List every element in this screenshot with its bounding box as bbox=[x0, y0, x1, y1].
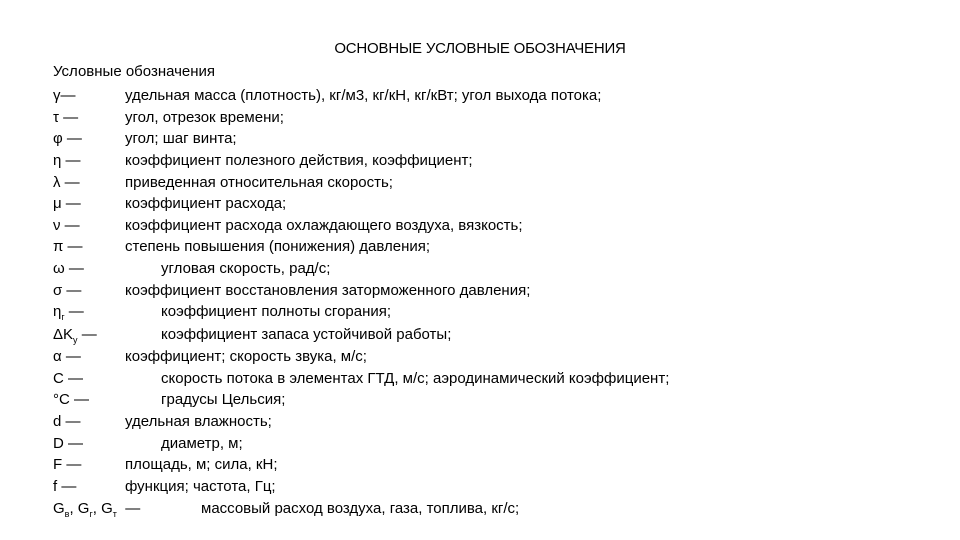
notation-definition: массовый расход воздуха, газа, топлива, кг/с; bbox=[201, 499, 520, 517]
notation-symbol bbox=[53, 301, 84, 323]
symbol-base: G bbox=[53, 499, 65, 517]
notation-symbol: °С — bbox=[53, 391, 89, 409]
notation-definition: коэффициент полезного действия, коэффициент; bbox=[125, 151, 473, 169]
notation-row bbox=[53, 323, 933, 346]
notation-row bbox=[53, 128, 933, 150]
notation-row bbox=[53, 193, 933, 215]
notation-symbol: π — bbox=[53, 238, 83, 256]
notation-definition: коэффициент запаса устойчивой работы; bbox=[161, 326, 452, 344]
symbol-base: ΔK bbox=[53, 326, 74, 344]
notation-definition: угловая скорость, рад/с; bbox=[161, 260, 331, 278]
notation-symbol: α — bbox=[53, 348, 81, 366]
notation-symbol: ν — bbox=[53, 216, 80, 234]
notation-symbol: d — bbox=[53, 412, 81, 430]
symbol-subscript: у bbox=[73, 335, 78, 346]
notation-definition: удельная влажность; bbox=[125, 412, 272, 430]
notation-row bbox=[53, 411, 933, 433]
notation-row bbox=[53, 389, 933, 411]
notation-symbol: γ— bbox=[53, 87, 76, 104]
notation-row bbox=[53, 215, 933, 237]
symbol-subscript: в bbox=[64, 508, 70, 519]
notation-row bbox=[53, 172, 933, 194]
notation-row bbox=[53, 280, 933, 302]
notation-symbol: D — bbox=[53, 434, 83, 452]
symbol-separator: , G bbox=[92, 499, 113, 517]
notation-row bbox=[53, 301, 933, 323]
notation-symbol: μ — bbox=[53, 195, 81, 213]
symbol-base: η bbox=[53, 303, 62, 321]
notation-definition: угол; шаг винта; bbox=[125, 130, 237, 148]
notation-definition: площадь, м; сила, кН; bbox=[125, 456, 278, 474]
notation-definition: приведенная относительная скорость; bbox=[125, 173, 393, 191]
notation-definition: градусы Цельсия; bbox=[161, 391, 286, 409]
symbol-subscript: г bbox=[61, 312, 65, 323]
notation-row bbox=[53, 433, 933, 455]
page-title: ОСНОВНЫЕ УСЛОВНЫЕ ОБОЗНАЧЕНИЯ bbox=[334, 40, 626, 57]
notation-symbol: С — bbox=[53, 369, 83, 387]
notation-symbol: τ — bbox=[53, 108, 79, 126]
notation-list bbox=[53, 85, 933, 519]
notation-row bbox=[53, 150, 933, 172]
section-subtitle: Условные обозначения bbox=[53, 63, 216, 80]
notation-row bbox=[53, 368, 933, 390]
notation-row bbox=[53, 498, 933, 520]
notation-symbol: ω — bbox=[53, 260, 84, 278]
notation-symbol bbox=[53, 498, 140, 520]
notation-definition: диаметр, м; bbox=[161, 434, 243, 452]
notation-symbol: φ — bbox=[53, 130, 82, 148]
notation-symbol: η — bbox=[53, 151, 81, 169]
notation-symbol bbox=[53, 323, 97, 346]
notation-definition: степень повышения (понижения) давления; bbox=[125, 238, 431, 256]
notation-definition: коэффициент; скорость звука, м/с; bbox=[125, 348, 367, 366]
notation-symbol: λ — bbox=[53, 173, 80, 191]
notation-symbol: f — bbox=[53, 477, 77, 495]
symbol-separator: , G bbox=[69, 499, 90, 517]
symbol-subscript: г bbox=[89, 508, 93, 519]
notation-row bbox=[53, 85, 933, 107]
notation-row bbox=[53, 107, 933, 129]
notation-row bbox=[53, 454, 933, 476]
notation-definition: угол, отрезок времени; bbox=[125, 108, 284, 126]
notation-definition: удельная масса (плотность), кг/м3, кг/кН, кг/кВт; угол выхода потока; bbox=[125, 87, 602, 104]
notation-symbol: F — bbox=[53, 456, 82, 474]
notation-definition: скорость потока в элементах ГТД, м/с; аэродинамический коэффициент; bbox=[161, 369, 670, 387]
notation-row bbox=[53, 236, 933, 258]
symbol-dash: — bbox=[77, 326, 97, 344]
notation-row bbox=[53, 476, 933, 498]
notation-symbol: σ — bbox=[53, 281, 82, 299]
notation-row bbox=[53, 346, 933, 368]
symbol-dash: — bbox=[116, 499, 141, 517]
notation-row bbox=[53, 258, 933, 280]
notation-definition: коэффициент восстановления заторможенного давления; bbox=[125, 281, 531, 299]
symbol-subscript: т bbox=[112, 508, 117, 519]
notation-definition: коэффициент расхода охлаждающего воздуха, вязкость; bbox=[125, 216, 523, 234]
notation-definition: коэффициент расхода; bbox=[125, 195, 287, 213]
notation-definition: функция; частота, Гц; bbox=[125, 477, 276, 495]
notation-definition: коэффициент полноты сгорания; bbox=[161, 303, 392, 321]
symbol-dash: — bbox=[64, 303, 84, 321]
